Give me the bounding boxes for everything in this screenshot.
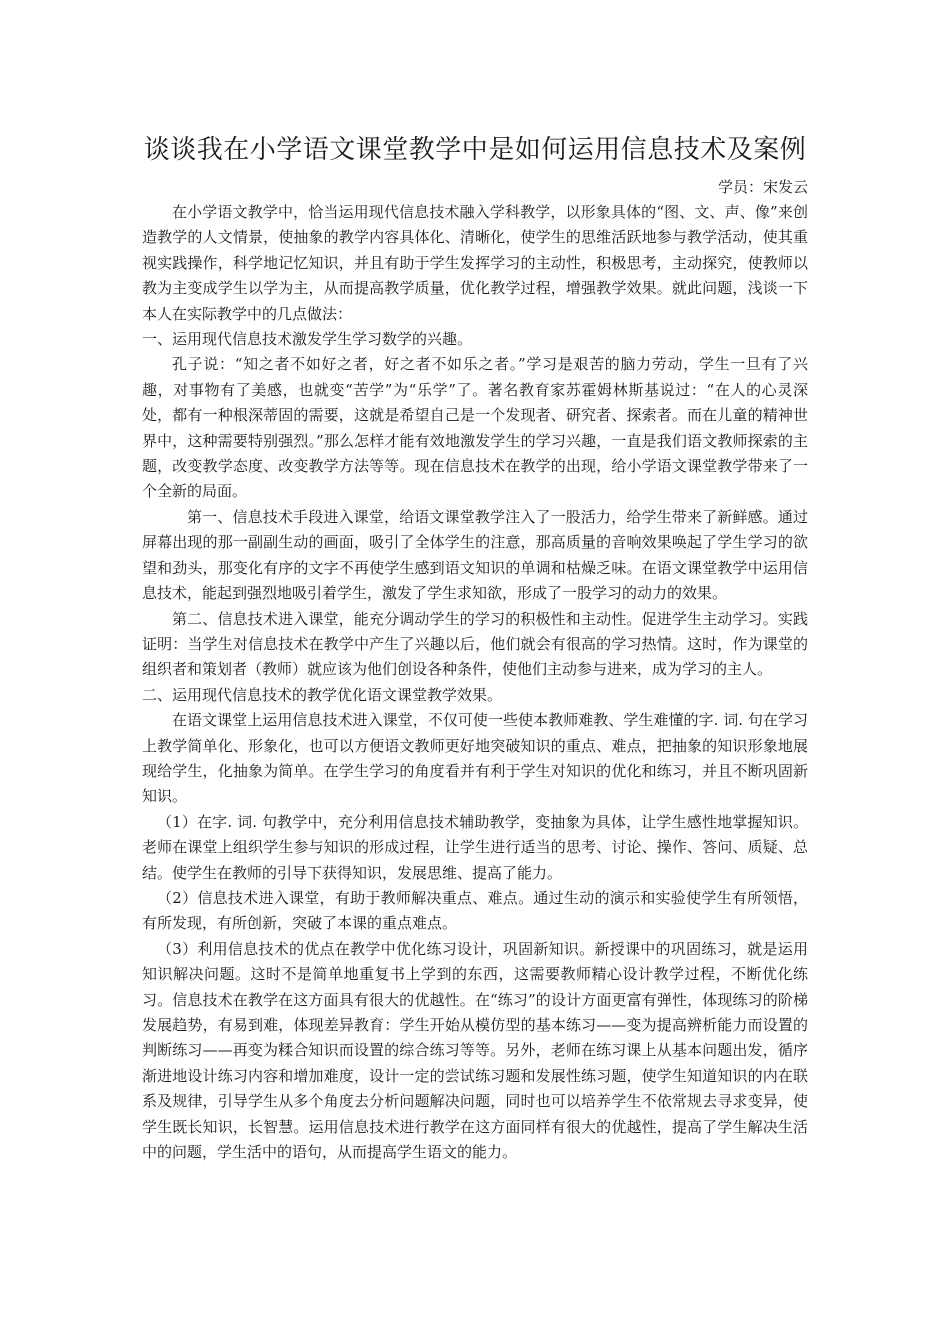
paragraph-optimize: 在语文课堂上运用信息技术进入课堂，不仅可使一些使本教师难教、学生难懂的字. 词. 句在学习上教学简单化、形象化，也可以方便语文教师更好地突破知识的重点、难点，把抽象的知识形象地展现给学生，化抽象为简单。在学生学习的角度看并有利于学生对知识的优化和练习，并且不断巩固新知识。 [142, 711, 808, 806]
list-item-3: （3）利用信息技术的优点在教学中优化练习设计，巩固新知识。新授课中的巩固练习，就是运用知识解决问题。这时不是简单地重复书上学到的东西，这需要教师精心设计教学过程，不断优化练习。信息技术在教学在这方面具有很大的优越性。在“练习”的设计方面更富有弹性，体现练习的阶梯发展趋势，有易到难，体现差异教育：学生开始从模仿型的基本练习——变为提高辨析能力而设置的判断练习——再变为糅合知识而设置的综合练习等等。另外，老师在练习课上从基本问题出发，循序渐进地设计练习内容和增加难度，设计一定的尝试练习题和发展性练习题，使学生知道知识的内在联系及规律，引导学生从多个角度去分析问题解决问题，同时也可以培养学生不依常规去寻求变异，使学生既长知识，长智慧。运用信息技术进行教学在这方面同样有很大的优越性，提高了学生解决生活中的问题，学生活中的语句，从而提高学生语文的能力。 [142, 939, 808, 1162]
section-heading-1: 一、运用现代信息技术激发学生学习数学的兴趣。 [142, 330, 473, 349]
paragraph-first-point: 第一、信息技术手段进入课堂，给语文课堂教学注入了一股活力，给学生带来了新鲜感。通过屏幕出现的那一副副生动的画面，吸引了全体学生的注意，那高质量的音响效果唤起了学生学习的欲望和劲头，那变化有序的文字不再使学生感到语文知识的单调和枯燥乏味。在语文课堂教学中运用信息技术，能起到强烈地吸引着学生，激发了学生求知欲，形成了一股学习的动力的效果。 [142, 507, 808, 603]
list-item-1: （1）在字. 词. 句教学中，充分利用信息技术辅助教学，变抽象为具体，让学生感性地掌握知识。老师在课堂上组织学生参与知识的形成过程，让学生进行适当的思考、讨论、操作、答问、质疑、总结。使学生在教师的引导下获得知识，发展思维、提高了能力。 [142, 812, 808, 882]
author-line: 学员：宋发云 [717, 178, 808, 196]
paragraph-intro: 在小学语文教学中，恰当运用现代信息技术融入学科教学，以形象具体的“图、文、声、像”来创造教学的人文情景，使抽象的教学内容具体化、清晰化，使学生的思维活跃地参与教学活动，使其重视实践操作，科学地记忆知识，并且有助于学生发挥学习的主动性，积极思考，主动探究，使教师以教为主变成学生以学为主，从而提高教学质量，优化教学过程，增强教学效果。就此问题，浅谈一下本人在实际教学中的几点做法： [142, 203, 808, 323]
section-heading-2: 二、运用现代信息技术的教学优化语文课堂教学效果。 [142, 685, 503, 704]
document-title: 谈谈我在小学语文课堂教学中是如何运用信息技术及案例 [143, 135, 807, 165]
list-item-2: （2）信息技术进入课堂，有助于教师解决重点、难点。通过生动的演示和实验使学生有所领悟，有所发现，有所创新，突破了本课的重点难点。 [142, 888, 808, 933]
paragraph-second-point: 第二、信息技术进入课堂，能充分调动学生的学习的积极性和主动性。促进学生主动学习。实践证明：当学生对信息技术在教学中产生了兴趣以后，他们就会有很高的学习热情。这时，作为课堂的组织者和策划者（教师）就应该为他们创设各种条件，使他们主动参与进来，成为学习的主人。 [142, 609, 808, 679]
paragraph-interest: 孔子说：“知之者不如好之者，好之者不如乐之者。”学习是艰苦的脑力劳动，学生一旦有了兴趣，对事物有了美感，也就变“苦学”为“乐学”了。著名教育家苏霍姆林斯基说过：“在人的心灵深处，都有一种根深蒂固的需要，这就是希望自己是一个发现者、研究者、探索者。而在儿童的精神世界中，这种需要特别强烈。”那么怎样才能有效地激发学生的学习兴趣，一直是我们语文教师探索的主题，改变教学态度、改变教学方法等等。现在信息技术在教学的出现，给小学语文课堂教学带来了一个全新的局面。 [142, 355, 808, 501]
